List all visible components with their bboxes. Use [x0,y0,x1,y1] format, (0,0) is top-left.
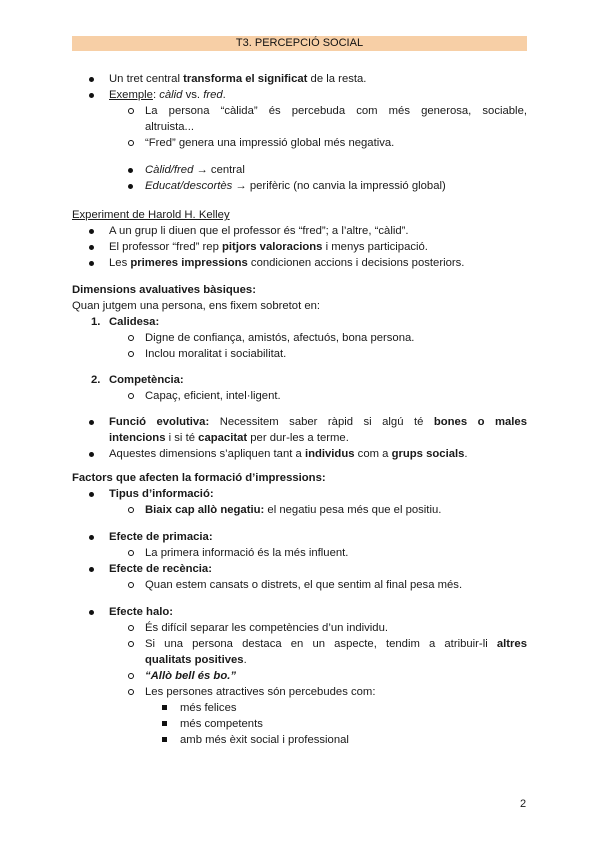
list-item: Si una persona destaca en un aspecte, tendim a atribuir-li altres [0,636,600,652]
circle-bullet-icon [128,641,134,647]
numbered-item: 2. Competència: [91,374,184,386]
list-item: Efecte de primacia: [0,529,600,545]
kelley-section [0,207,600,271]
list-item: Biaix cap allò negatiu: el negatiu pesa més que el positiu. [0,502,600,518]
bullet-icon [89,452,94,457]
bullet-icon [89,261,94,266]
bullet-icon [128,168,133,173]
list-item: A un grup li diuen que el professor és “fred”; a l’altre, “càlid”. [0,223,600,239]
list-item: Exemple: càlid vs. fred. [0,87,600,103]
bullet-icon [89,93,94,98]
circle-bullet-icon [128,108,134,114]
list-item: Digne de confiança, amistós, afectuós, bona persona. [0,330,600,346]
list-item: Càlid/fred → central [0,162,600,178]
bullet-icon [89,229,94,234]
circle-bullet-icon [128,140,134,146]
circle-bullet-icon [128,582,134,588]
bullet-icon [89,610,94,615]
paragraph: Quan jutgem una persona, ens fixem sobretot en: [72,300,321,312]
dimensions-section [0,282,600,462]
list-item: amb més èxit social i professional [0,732,600,748]
list-item: Efecte de recència: [0,561,600,577]
list-item-continuation: qualitats positives. [145,654,247,666]
list-item: “Allò bell és bo.” [0,668,600,684]
bullet-icon [89,77,94,82]
numbered-item: 1. Calidesa: [91,316,160,328]
circle-bullet-icon [128,393,134,399]
circle-bullet-icon [128,625,134,631]
list-item: Les primeres impressions condicionen accions i decisions posteriors. [0,255,600,271]
list-item: Efecte halo: [0,604,600,620]
list-item: La primera informació és la més influent. [0,545,600,561]
list-item: La persona “càlida” és percebuda com més generosa, sociable, [0,103,600,119]
list-item: Les persones atractives són percebudes com: [0,684,600,700]
square-bullet-icon [162,721,167,726]
list-item-continuation: altruista... [145,121,194,133]
list-item: És difícil separar les competències d’un individu. [0,620,600,636]
bullet-icon [89,245,94,250]
circle-bullet-icon [128,507,134,513]
list-item: “Fred” genera una impressió global més negativa. [0,135,600,151]
section-heading: Dimensions avaluatives bàsiques: [72,284,256,296]
square-bullet-icon [162,705,167,710]
square-bullet-icon [162,737,167,742]
circle-bullet-icon [128,351,134,357]
list-item: Quan estem cansats o distrets, el que sentim al final pesa més. [0,577,600,593]
list-item: Capaç, eficient, intel·ligent. [0,388,600,404]
bullet-icon [89,420,94,425]
circle-bullet-icon [128,550,134,556]
section-heading: Experiment de Harold H. Kelley [72,209,230,221]
circle-bullet-icon [128,673,134,679]
list-item: Educat/descortès → perifèric (no canvia la impressió global) [0,178,600,194]
list-item: Funció evolutiva: Necessitem saber ràpid si algú té bones o males [0,414,600,430]
circle-bullet-icon [128,689,134,695]
bullet-icon [89,492,94,497]
page-number: 2 [520,798,527,810]
bullet-icon [89,567,94,572]
circle-bullet-icon [128,335,134,341]
list-item-continuation: intencions i si té capacitat per dur-les a terme. [109,432,349,444]
list-item: Inclou moralitat i sociabilitat. [0,346,600,362]
list-item: El professor “fred” rep pitjors valoracions i menys participació. [0,239,600,255]
list-item: més felices [0,700,600,716]
bullet-icon [89,535,94,540]
intro-section [0,71,600,194]
section-heading: Factors que afecten la formació d’impressions: [72,472,326,484]
page-header-title: T3. PERCEPCIÓ SOCIAL [72,36,527,51]
list-item: Un tret central transforma el significat de la resta. [0,71,600,87]
factors-section [0,470,600,748]
bullet-icon [128,184,133,189]
list-item: més competents [0,716,600,732]
list-item: Tipus d’informació: [0,486,600,502]
list-item: Aquestes dimensions s’apliquen tant a individus com a grups socials. [0,446,600,462]
